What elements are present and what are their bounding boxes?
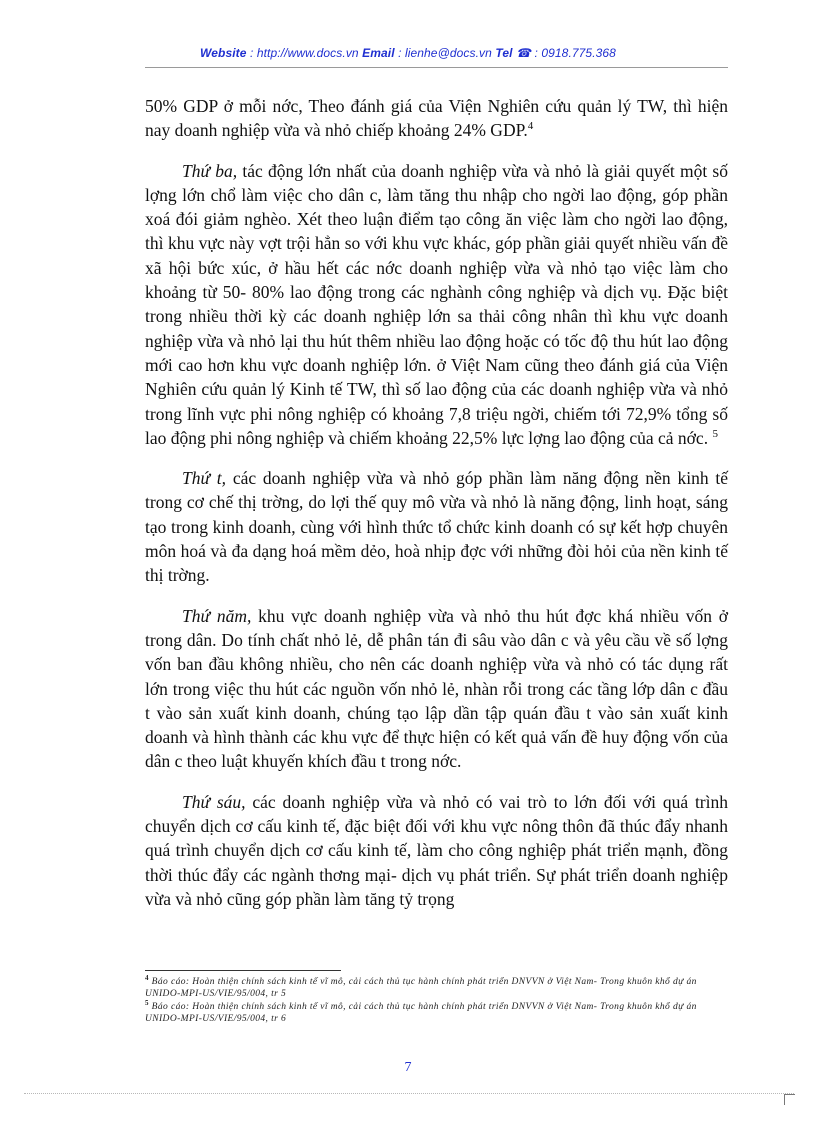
website-label: Website bbox=[200, 46, 247, 60]
paragraph-thu-ba: Thứ ba, tác động lớn nhất của doanh nghiệp vừa và nhỏ là giải quyết một số lợng lớn chổ làm việc cho dân c, làm tăng thu nhập cho ngời lao động, góp phần xoá đói giảm nghèo. Xét theo luận điểm tạo công ăn việc làm cho ngời lao động, thì khu vực này vợt trội hẳn so với khu vực khác, góp phần giải quyết nhiều vấn đề xã hội bức xúc, ở hầu hết các nớc doanh nghiệp vừa và nhỏ tạo việc làm cho khoảng từ 50- 80% lao động trong các nghành công nghiệp và dịch vụ. Đặc biệt trong nhiều thời kỳ các doanh nghiệp lớn sa thải công nhân thì khu vực doanh nghiệp vừa và nhỏ lại thu hút thêm nhiều lao động hoặc có tốc độ thu hút lao động mới cao hơn khu vực doanh nghiệp lớn. ở Việt Nam cũng theo đánh giá của Viện Nghiên cứu quản lý Kinh tế TW, thì số lao động của các doanh nghiệp vừa và nhỏ trong lĩnh vực phi nông nghiệp có khoảng 7,8 triệu ngời, chiếm tới 72,9% tổng số lao động phi nông nghiệp và chiếm khoảng 22,5% lực lợng lao động của cả nớc. $^5$ bbox=[145, 160, 728, 448]
email-label: Email bbox=[362, 46, 395, 60]
paragraph-lead: Thứ ba, bbox=[182, 160, 238, 181]
paragraph-lead: Thứ sáu, bbox=[182, 791, 246, 812]
website-url[interactable]: : http://www.docs.vn bbox=[246, 46, 363, 60]
paragraph-lead: Thứ năm, bbox=[182, 605, 252, 626]
tel-number: ☎ : 0918.775.368 bbox=[512, 46, 616, 60]
header-divider bbox=[145, 67, 728, 68]
corner-crop-mark bbox=[784, 1094, 795, 1105]
footnote-ref-4: 4 bbox=[527, 120, 534, 133]
bottom-divider bbox=[24, 1093, 794, 1094]
paragraph-lead: Thứ t, bbox=[182, 468, 227, 489]
footnote-5: $^5$ Báo cáo: Hoàn thiện chính sách kinh tế vĩ mô, cải cách thủ tục hành chính phát triển DNVVN ở Việt Nam- Trong khuôn khổ dự án UNIDO-MPI-US/VIE/95/004, tr 6 bbox=[145, 998, 697, 1024]
paragraph-thu-tu: Thứ t, các doanh nghiệp vừa và nhỏ góp phần làm năng động nền kinh tế trong cơ chế thị trờng, do lợi thế quy mô vừa và nhỏ là năng động, linh hoạt, sáng tạo trong kinh doanh, cùng với hình thức tổ chức kinh doanh có sự kết hợp chuyên môn hoá và đa dạng hoá mềm dẻo, hoà nhịp đợc với những đòi hỏi của nền kinh tế thị trờng. bbox=[145, 468, 728, 586]
paragraph-thu-nam: Thứ năm, khu vực doanh nghiệp vừa và nhỏ thu hút đợc khá nhiều vốn ở trong dân. Do tính chất nhỏ lẻ, dễ phân tán đi sâu vào dân c và yêu cầu về số lợng vốn ban đầu không nhiều, cho nên các doanh nghiệp vừa và nhỏ có tác dụng rất lớn trong việc thu hút các nguồn vốn nhỏ lẻ, nhàn rỗi trong các tầng lớp dân c đầu t vào sản xuất kinh doanh, chúng tạo lập dần tập quán đầu t vào sản xuất kinh doanh và hình thành các khu vực để thực hiện có kết quả vấn đề huy động vốn của dân c theo luật khuyến khích đầu t trong nớc. bbox=[145, 605, 728, 772]
page-header bbox=[0, 46, 816, 60]
email-address[interactable]: : lienhe@docs.vn bbox=[394, 46, 496, 60]
page-number: 7 bbox=[404, 1060, 412, 1075]
tel-label: Tel bbox=[495, 46, 513, 60]
footnote-divider bbox=[145, 970, 341, 971]
footnotes bbox=[145, 973, 728, 1026]
footnote-ref-5: 5 bbox=[712, 428, 718, 441]
paragraph-gdp: 50% GDP ở mỗi nớc, Theo đánh giá của Viện Nghiên cứu quản lý TW, thì hiện nay doanh nghiệp vừa và nhỏ chiếp khoảng 24% GDP.$^4$ bbox=[145, 96, 728, 141]
body-text bbox=[145, 94, 728, 927]
paragraph-thu-sau: Thứ sáu, các doanh nghiệp vừa và nhỏ có vai trò to lớn đối với quá trình chuyển dịch cơ cấu kinh tế, đặc biệt đối với khu vực nông thôn đã thúc đẩy nhanh quá trình chuyển dịch cơ cấu kinh tế, làm cho công nghiệp phát triển mạnh, đồng thời thúc đẩy các ngành thơng mại- dịch vụ phát triển. Sự phát triển doanh nghiệp vừa và nhỏ cũng góp phần làm tăng tỷ trọng bbox=[145, 791, 728, 909]
footnote-4: $^4$ Báo cáo: Hoàn thiện chính sách kinh tế vĩ mô, cải cách thủ tục hành chính phát triển DNVVN ở Việt Nam- Trong khuôn khổ dự án UNIDO-MPI-US/VIE/95/004, tr 5 bbox=[145, 973, 697, 999]
